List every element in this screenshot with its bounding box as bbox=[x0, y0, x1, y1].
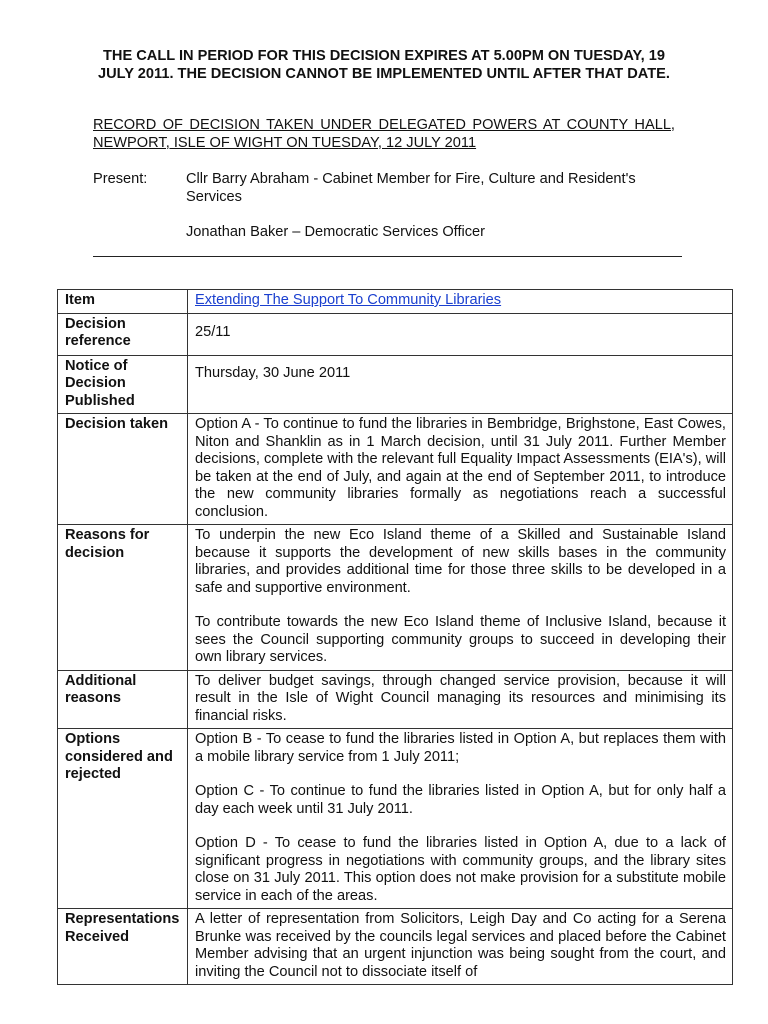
table-row-representations bbox=[58, 909, 733, 985]
reasons-label: Reasons for decision bbox=[58, 525, 188, 671]
table-row-options-rejected bbox=[58, 729, 733, 909]
options-rejected-value bbox=[188, 729, 733, 909]
additional-reasons-value bbox=[188, 670, 733, 729]
table-row-decision-taken bbox=[58, 414, 733, 525]
table-row-item bbox=[58, 290, 733, 314]
present-attendee-officer: Jonathan Baker – Democratic Services Officer bbox=[186, 224, 486, 240]
item-link[interactable]: Extending The Support To Community Libraries bbox=[195, 292, 502, 308]
present-label: Present: bbox=[93, 171, 148, 187]
additional-reasons-text: To deliver budget savings, through changed service provision, because it will result in the Isle of Wight Council managing its resources and minimising its financial risks. bbox=[195, 672, 726, 724]
options-rejected-label: Options considered and rejected bbox=[58, 729, 188, 909]
reasons-value bbox=[188, 525, 733, 671]
decision-taken-text: Option A - To continue to fund the libraries in Bembridge, Brighstone, East Cowes, Niton and Shanklin as in 1 March decision, until 31 July 2011. Further Member decisions, complete with the relevant full Equality Impact Assessments (EIA's), will be taken at the end of July, and again at the end of September 2011, to introduce the new community libraries formally as negotiations reach a successful conclusion. bbox=[195, 416, 726, 520]
notice-published-text: Thursday, 30 June 2011 bbox=[195, 364, 351, 381]
decision-reference-text: 25/11 bbox=[195, 323, 231, 340]
reasons-paragraph-2: To contribute towards the new Eco Island theme of Inclusive Island, because it sees the Council supporting community groups to succeed in developing their own library services. bbox=[195, 614, 726, 665]
representations-label: Representations Received bbox=[58, 909, 188, 985]
table-row-reasons bbox=[58, 525, 733, 671]
table-row-notice-published bbox=[58, 355, 733, 414]
item-label: Item bbox=[58, 290, 188, 314]
reasons-paragraph-1: To underpin the new Eco Island theme of a Skilled and Sustainable Island because it supports the development of new skills bases in the community libraries, and provides additional time for those three skills to be developed in a safe and supportive environment. bbox=[195, 527, 726, 596]
call-in-notice: THE CALL IN PERIOD FOR THIS DECISION EXPIRES AT 5.00PM ON TUESDAY, 19 JULY 2011. THE DECISION CANNOT BE IMPLEMENTED UNTIL AFTER THAT DATE. bbox=[98, 48, 670, 82]
present-attendee-cabinet-member: Cllr Barry Abraham - Cabinet Member for Fire, Culture and Resident's Services bbox=[186, 171, 636, 205]
item-value-cell bbox=[188, 290, 733, 314]
option-c-text: Option C - To continue to fund the libraries listed in Option A, but for only half a day each week until 31 July 2011. bbox=[195, 783, 726, 817]
section-divider bbox=[93, 256, 682, 257]
table-row-additional-reasons bbox=[58, 670, 733, 729]
decision-table bbox=[57, 289, 733, 985]
notice-published-value bbox=[188, 355, 733, 414]
additional-reasons-label: Additional reasons bbox=[58, 670, 188, 729]
representations-text: A letter of representation from Solicitors, Leigh Day and Co acting for a Serena Brunke was received by the councils legal services and placed before the Cabinet Member advising that an urgent injunction was being sought from the court, and inviting the Council not to dissociate itself of bbox=[195, 911, 726, 980]
representations-value bbox=[188, 909, 733, 985]
table-row-decision-reference bbox=[58, 313, 733, 355]
record-title: RECORD OF DECISION TAKEN UNDER DELEGATED POWERS AT COUNTY HALL, NEWPORT, ISLE OF WIGHT ON TUESDAY, 12 JULY 2011 bbox=[93, 117, 675, 151]
decision-taken-value bbox=[188, 414, 733, 525]
option-b-text: Option B - To cease to fund the libraries listed in Option A, but replaces them with a mobile library service from 1 July 2011; bbox=[195, 731, 726, 765]
notice-published-label: Notice of Decision Published bbox=[58, 355, 188, 414]
decision-taken-label: Decision taken bbox=[58, 414, 188, 525]
decision-reference-label: Decision reference bbox=[58, 313, 188, 355]
decision-reference-value bbox=[188, 313, 733, 355]
option-d-text: Option D - To cease to fund the libraries listed in Option A, due to a lack of significant progress in negotiations with community groups, and the library sites close on 31 July 2011. This option does not make provision for a substitute mobile service in each of the areas. bbox=[195, 835, 726, 904]
